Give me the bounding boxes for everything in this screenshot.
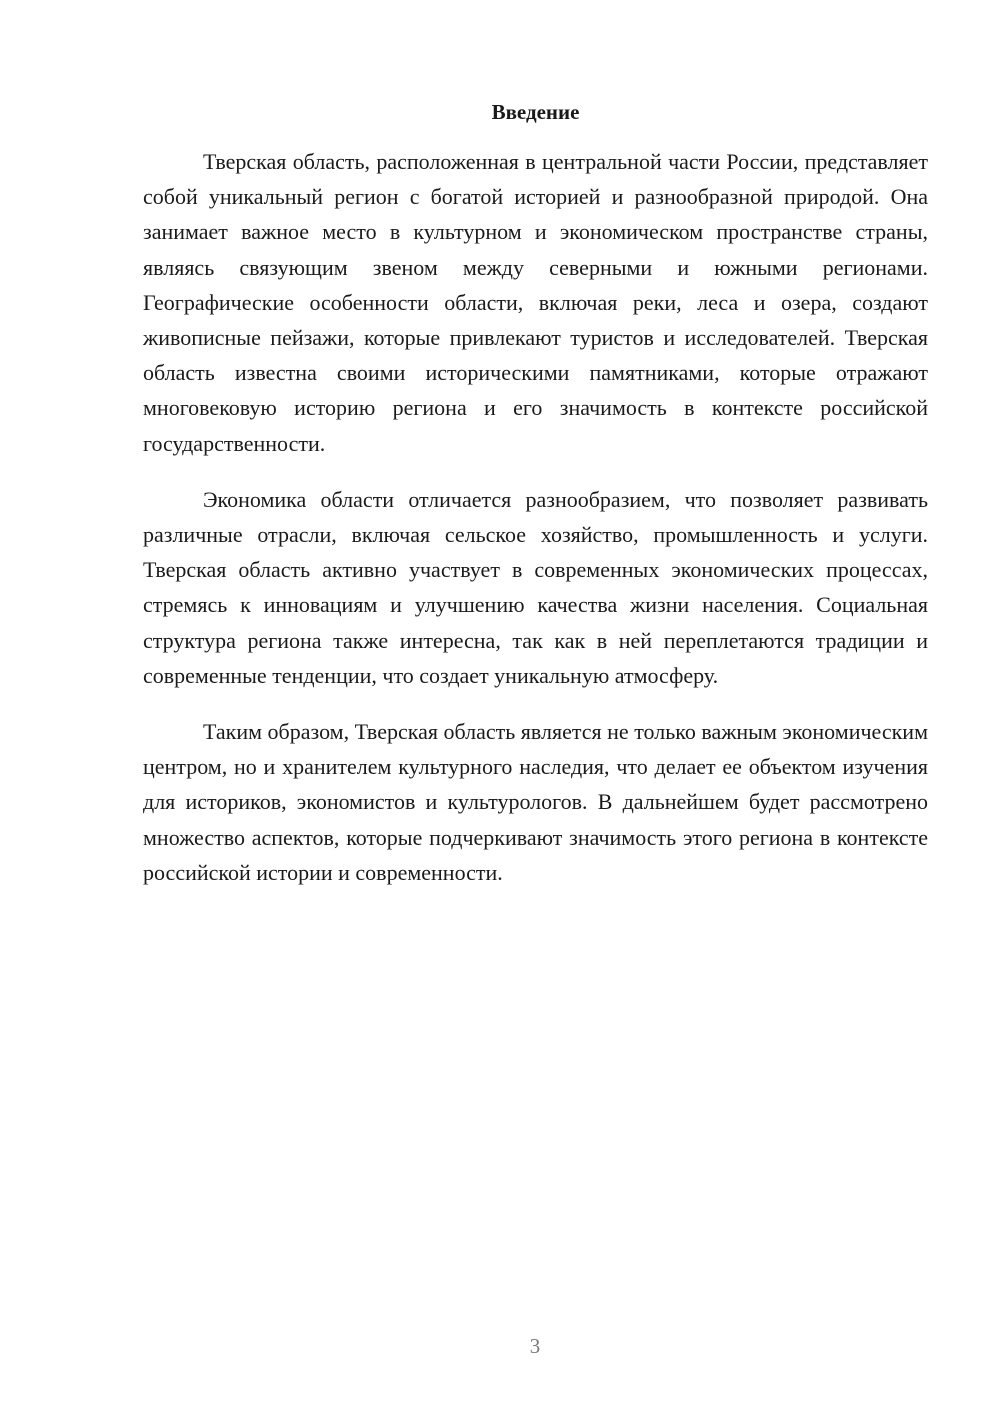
paragraph-2: Экономика области отличается разнообразием, что позволяет развивать различные отрасли, включая сельское хозяйство, промышленность и услуги. Тверская область активно участвует в современных экономических процессах, стремясь к инновациям и улучшению качества жизни населения. Социальная структура региона также интересна, так как в ней переплетаются традиции и современные тенденции, что создает уникальную атмосферу. xyxy=(143,486,928,688)
paragraph-1: Тверская область, расположенная в центральной части России, представляет собой уникальный регион с богатой историей и разнообразной природой. Она занимает важное место в культурном и экономическом пространстве страны, являясь связующим звеном между северными и южными регионами. Географические особенности области, включая реки, леса и озера, создают живописные пейзажи, которые привлекают туристов и исследователей. Тверская область известна своими историческими памятниками, которые отражают многовековую историю региона и его значимость в контексте российской государственности. xyxy=(143,149,928,456)
page-number: 3 xyxy=(529,1334,541,1358)
paragraph-3: Таким образом, Тверская область является не только важным экономическим центром, но и хранителем культурного наследия, что делает ее объектом изучения для историков, экономистов и культурологов. В дальнейшем будет рассмотрено множество аспектов, которые подчеркивают значимость этого региона в контексте российской истории и современности. xyxy=(143,719,928,885)
body-text xyxy=(143,144,928,911)
section-heading: Введение xyxy=(491,100,580,124)
